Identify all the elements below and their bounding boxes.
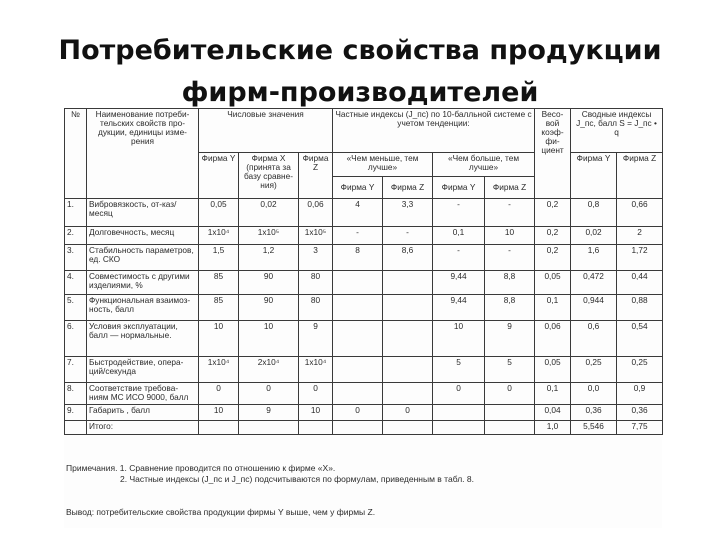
weight-coefficient: 0,05 [535,357,571,383]
less-better-firm-y [333,321,383,357]
summary-firm-z: 0,44 [617,271,663,295]
summary-firm-y: 0,8 [571,199,617,227]
weight-coefficient: 0,06 [535,321,571,357]
more-better-firm-z: - [485,199,535,227]
value-firm-x: 90 [239,295,299,321]
table-row [65,383,663,405]
value-firm-z: 0,06 [299,199,333,227]
header-property-name: Наименование потреби-тельских свойств про-дукции, единицы изме-рения [87,109,199,199]
value-firm-x: 0,02 [239,199,299,227]
summary-firm-y: 0,944 [571,295,617,321]
header-partial-indices: Частные индексы (J_пс) по 10-балльной системе с учетом тенденции: [333,109,535,153]
total-firm-z: 7,75 [617,421,663,435]
property-name: Функциональная взаимоз-ность, балл [87,295,199,321]
table-body [65,199,663,421]
header-firm-z: Фирма Z [299,153,333,199]
less-better-firm-y [333,271,383,295]
more-better-firm-y: 9,44 [433,271,485,295]
value-firm-y: 1,5 [199,245,239,271]
header-firm-x: Фирма X (принята за базу сравне-ния) [239,153,299,199]
value-firm-y: 10 [199,321,239,357]
header-summary-indices: Сводные индексы J_пс, балл S = J_пс • q [571,109,663,153]
weight-coefficient: 0,2 [535,199,571,227]
more-better-firm-z: 9 [485,321,535,357]
summary-firm-z: 2 [617,227,663,245]
property-name: Вибровязкость, от-каз/месяц [87,199,199,227]
value-firm-x: 9 [239,405,299,421]
slide-title [40,30,680,114]
value-firm-z: 1х10⁵ [299,227,333,245]
value-firm-x: 2х10⁴ [239,357,299,383]
consumer-properties-table [64,108,663,435]
table-notes [66,463,660,518]
more-better-firm-z: 8,8 [485,271,535,295]
row-number: 6. [65,321,87,357]
less-better-firm-z [383,357,433,383]
weight-coefficient: 0,2 [535,245,571,271]
header-firm-y: Фирма Y [199,153,239,199]
less-better-firm-z [383,321,433,357]
more-better-firm-z [485,405,535,421]
more-better-firm-y [433,405,485,421]
less-better-firm-y: 4 [333,199,383,227]
property-name: Долговечность, месяц [87,227,199,245]
value-firm-z: 80 [299,271,333,295]
weight-coefficient: 0,1 [535,295,571,321]
value-firm-x: 10 [239,321,299,357]
header-summary-firm-z: Фирма Z [617,153,663,199]
less-better-firm-y: 8 [333,245,383,271]
summary-firm-y: 0,0 [571,383,617,405]
property-name: Соответствие требова-ниям МС ИСО 9000, балл [87,383,199,405]
summary-firm-y: 0,02 [571,227,617,245]
weight-coefficient: 0,05 [535,271,571,295]
value-firm-x: 90 [239,271,299,295]
header-weight-coefficient: Весо-вой коэф-фи-циент [535,109,571,199]
value-firm-y: 85 [199,271,239,295]
total-weight: 1,0 [535,421,571,435]
total-label: Итого: [87,421,199,435]
value-firm-y: 0,05 [199,199,239,227]
value-firm-y: 10 [199,405,239,421]
summary-firm-z: 0,54 [617,321,663,357]
less-better-firm-y: - [333,227,383,245]
header-sub-firm-y: Фирма Y [433,177,485,199]
table-row [65,271,663,295]
value-firm-x: 1,2 [239,245,299,271]
summary-firm-y: 0,6 [571,321,617,357]
value-firm-x: 1х10⁵ [239,227,299,245]
less-better-firm-z [383,271,433,295]
row-number: 3. [65,245,87,271]
more-better-firm-y: 0,1 [433,227,485,245]
less-better-firm-z: 0 [383,405,433,421]
more-better-firm-z: 5 [485,357,535,383]
note-2: 2. Частные индексы (J_пс и J_пс) подсчитываются по формулам, приведенным в табл. 8. [120,474,474,484]
table-row [65,227,663,245]
summary-firm-z: 0,25 [617,357,663,383]
value-firm-x: 0 [239,383,299,405]
header-sub-firm-z: Фирма Z [383,177,433,199]
row-number: 9. [65,405,87,421]
more-better-firm-y: 5 [433,357,485,383]
header-more-is-better: «Чем больше, тем лучше» [433,153,535,177]
value-firm-z: 80 [299,295,333,321]
property-name: Условия эксплуатации, балл — нормальные. [87,321,199,357]
more-better-firm-z: - [485,245,535,271]
row-number: 5. [65,295,87,321]
summary-firm-z: 1,72 [617,245,663,271]
slide-title-line-2: фирм-производителей [181,77,539,108]
more-better-firm-y: - [433,245,485,271]
weight-coefficient: 0,2 [535,227,571,245]
table-row [65,321,663,357]
less-better-firm-y [333,383,383,405]
more-better-firm-y: 10 [433,321,485,357]
summary-firm-y: 0,25 [571,357,617,383]
value-firm-y: 0 [199,383,239,405]
value-firm-z: 3 [299,245,333,271]
header-sub-firm-z: Фирма Z [485,177,535,199]
summary-firm-y: 1,6 [571,245,617,271]
row-number: 4. [65,271,87,295]
summary-firm-z: 0,88 [617,295,663,321]
scanned-table-image [64,108,662,528]
summary-firm-z: 0,36 [617,405,663,421]
slide-title-line-1: Потребительские свойства продукции [58,35,662,66]
more-better-firm-y: 0 [433,383,485,405]
more-better-firm-z: 10 [485,227,535,245]
header-numeric-values: Числовые значения [199,109,333,153]
row-number: 8. [65,383,87,405]
value-firm-z: 9 [299,321,333,357]
header-sub-firm-y: Фирма Y [333,177,383,199]
less-better-firm-z: 3,3 [383,199,433,227]
value-firm-y: 85 [199,295,239,321]
less-better-firm-z [383,383,433,405]
more-better-firm-z: 0 [485,383,535,405]
value-firm-z: 0 [299,383,333,405]
table-row [65,295,663,321]
table-row [65,405,663,421]
conclusion: Вывод: потребительские свойства продукции фирмы Y выше, чем у фирмы Z. [66,507,376,517]
total-firm-y: 5,546 [571,421,617,435]
table-row [65,199,663,227]
property-name: Совместимость с другими изделиями, % [87,271,199,295]
row-number: 1. [65,199,87,227]
value-firm-y: 1х10⁴ [199,357,239,383]
less-better-firm-y [333,357,383,383]
note-1: Примечания. 1. Сравнение проводится по отношению к фирме «Х». [66,463,336,473]
summary-firm-y: 0,36 [571,405,617,421]
less-better-firm-z [383,295,433,321]
property-name: Быстродействие, опера-ций/секунда [87,357,199,383]
less-better-firm-z: - [383,227,433,245]
header-number: № [65,109,87,199]
header-summary-firm-y: Фирма Y [571,153,617,199]
more-better-firm-z: 8,8 [485,295,535,321]
table-row [65,357,663,383]
property-name: Стабильность параметров, ед. СКО [87,245,199,271]
less-better-firm-z: 8,6 [383,245,433,271]
value-firm-y: 1х10⁴ [199,227,239,245]
weight-coefficient: 0,04 [535,405,571,421]
value-firm-z: 10 [299,405,333,421]
less-better-firm-y [333,295,383,321]
more-better-firm-y: - [433,199,485,227]
row-number: 2. [65,227,87,245]
less-better-firm-y: 0 [333,405,383,421]
weight-coefficient: 0,1 [535,383,571,405]
header-less-is-better: «Чем меньше, тем лучше» [333,153,433,177]
summary-firm-z: 0,9 [617,383,663,405]
summary-firm-y: 0,472 [571,271,617,295]
more-better-firm-y: 9,44 [433,295,485,321]
summary-firm-z: 0,66 [617,199,663,227]
table-row [65,245,663,271]
value-firm-z: 1х10⁴ [299,357,333,383]
row-number: 7. [65,357,87,383]
property-name: Габарить , балл [87,405,199,421]
